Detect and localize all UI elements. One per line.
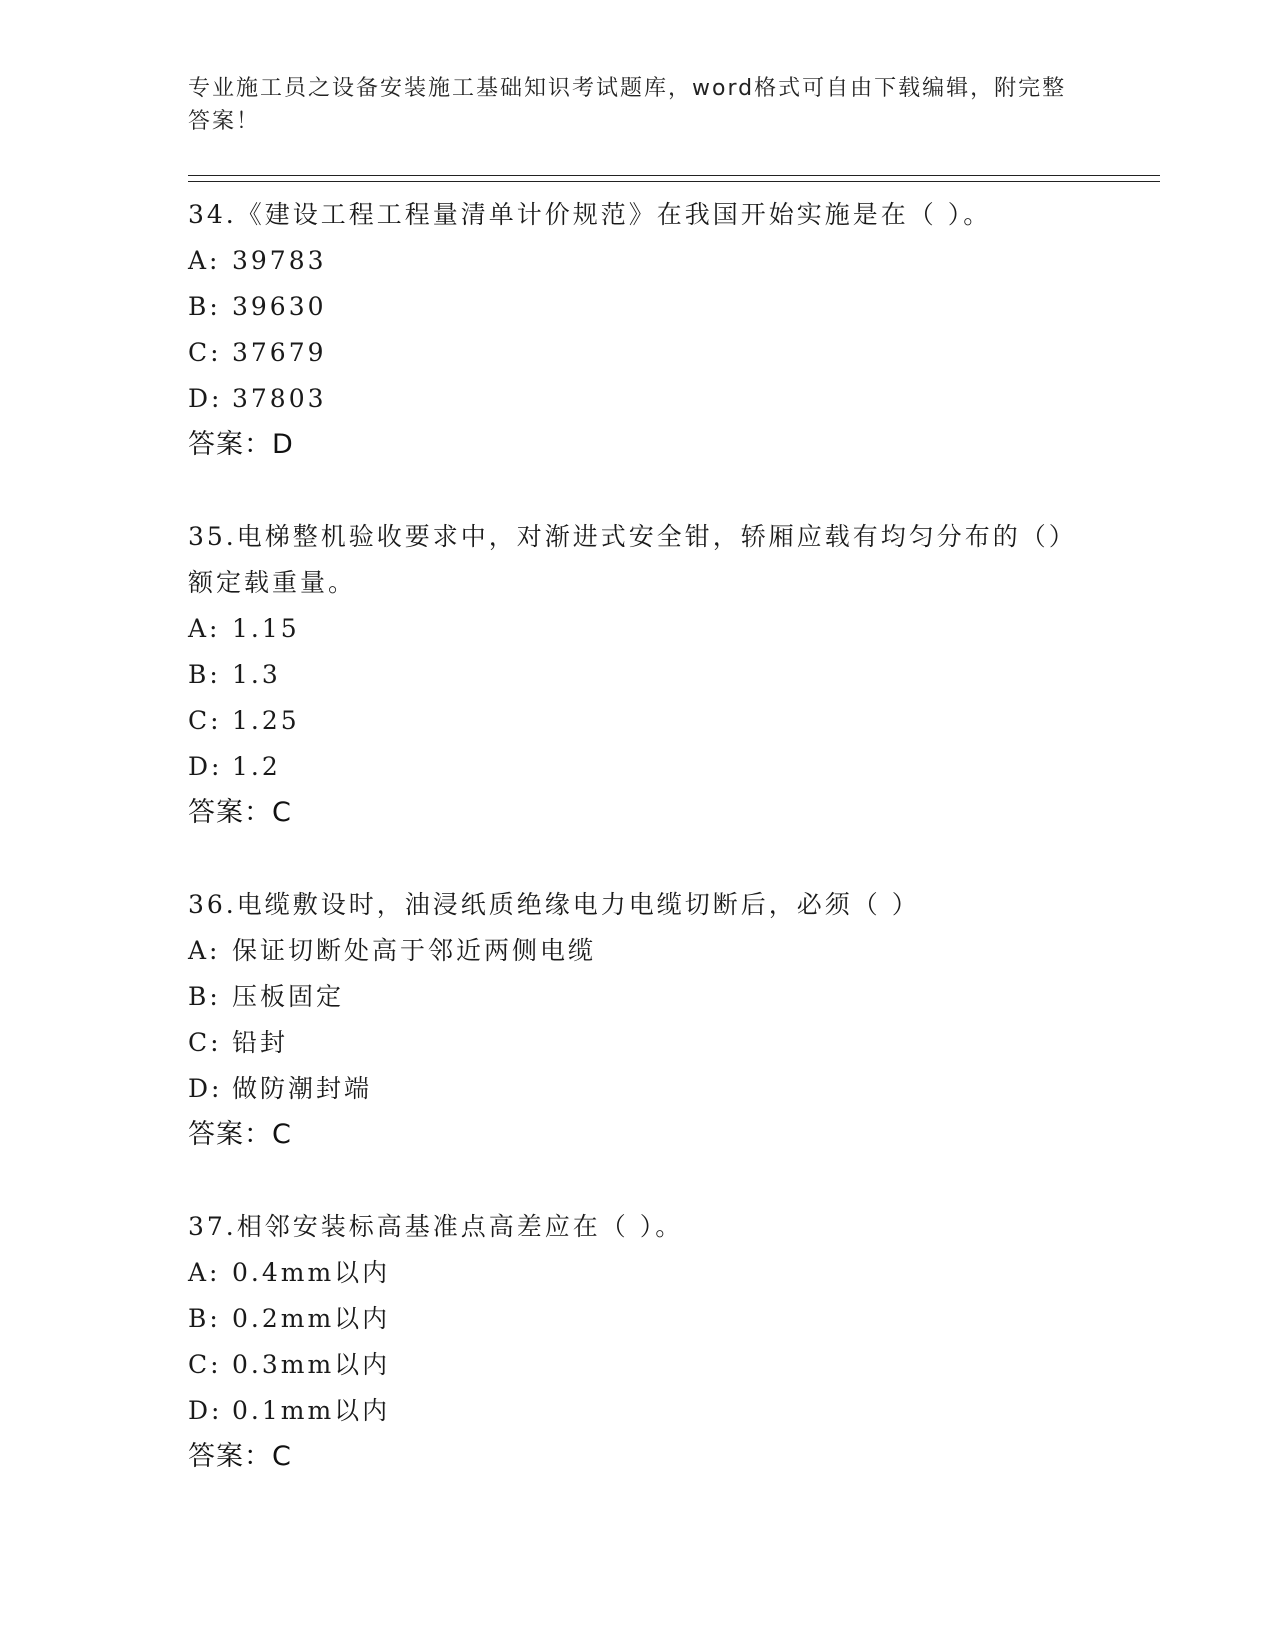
option-value: 1.3 bbox=[232, 660, 281, 689]
option-key: A: bbox=[188, 936, 221, 965]
answer-text: 答案：C bbox=[188, 1119, 292, 1150]
option-value: 1.25 bbox=[232, 706, 300, 735]
header-divider-bottom bbox=[188, 181, 1160, 182]
option-b bbox=[188, 974, 1088, 1020]
option-c bbox=[188, 1020, 1088, 1066]
option-key: B: bbox=[188, 660, 221, 689]
question-text: 37.相邻安装标高基准点高差应在（ ）。 bbox=[188, 1212, 684, 1241]
option-a bbox=[188, 238, 1088, 284]
question-list bbox=[188, 192, 1088, 1526]
option-c bbox=[188, 1342, 1088, 1388]
option-value: 保证切断处高于邻近两侧电缆 bbox=[232, 936, 597, 965]
answer-text: 答案：D bbox=[188, 429, 294, 460]
question-text: 35.电梯整机验收要求中，对渐进式安全钳，轿厢应载有均匀分布的（）额定载重量。 bbox=[188, 522, 1077, 597]
question-text: 34.《建设工程工程量清单计价规范》在我国开始实施是在（ ）。 bbox=[188, 200, 992, 229]
option-a bbox=[188, 928, 1088, 974]
question-34 bbox=[188, 192, 1088, 468]
option-b bbox=[188, 284, 1088, 330]
option-d bbox=[188, 1066, 1088, 1112]
option-a bbox=[188, 1250, 1088, 1296]
option-key: A: bbox=[188, 246, 221, 275]
option-key: D: bbox=[188, 1074, 223, 1103]
option-d bbox=[188, 376, 1088, 422]
option-key: C: bbox=[188, 338, 222, 367]
option-key: D: bbox=[188, 1396, 223, 1425]
option-key: A: bbox=[188, 1258, 221, 1287]
option-key: D: bbox=[188, 384, 223, 413]
option-key: C: bbox=[188, 1350, 222, 1379]
option-value: 压板固定 bbox=[232, 982, 345, 1011]
option-key: B: bbox=[188, 982, 221, 1011]
option-key: B: bbox=[188, 1304, 221, 1333]
option-key: B: bbox=[188, 292, 221, 321]
answer-text: 答案：C bbox=[188, 1441, 292, 1472]
option-b bbox=[188, 652, 1088, 698]
option-d bbox=[188, 1388, 1088, 1434]
question-35 bbox=[188, 514, 1088, 836]
option-key: C: bbox=[188, 1028, 222, 1057]
option-value: 37679 bbox=[232, 338, 327, 367]
document-header bbox=[188, 72, 1088, 138]
question-text: 36.电缆敷设时，油浸纸质绝缘电力电缆切断后，必须（ ） bbox=[188, 890, 920, 919]
option-a bbox=[188, 606, 1088, 652]
option-value: 1.15 bbox=[232, 614, 300, 643]
option-value: 0.3mm以内 bbox=[232, 1350, 391, 1379]
option-value: 39630 bbox=[232, 292, 327, 321]
question-37 bbox=[188, 1204, 1088, 1480]
option-c bbox=[188, 698, 1088, 744]
question-36 bbox=[188, 882, 1088, 1158]
option-key: D: bbox=[188, 752, 223, 781]
option-value: 铅封 bbox=[232, 1028, 289, 1057]
option-value: 1.2 bbox=[232, 752, 281, 781]
option-key: C: bbox=[188, 706, 222, 735]
option-value: 0.4mm以内 bbox=[232, 1258, 391, 1287]
option-key: A: bbox=[188, 614, 221, 643]
answer-text: 答案：C bbox=[188, 797, 292, 828]
option-d bbox=[188, 744, 1088, 790]
option-c bbox=[188, 330, 1088, 376]
option-value: 37803 bbox=[232, 384, 327, 413]
option-value: 0.1mm以内 bbox=[232, 1396, 391, 1425]
option-value: 做防潮封端 bbox=[232, 1074, 373, 1103]
header-divider-top bbox=[188, 175, 1160, 176]
option-value: 39783 bbox=[232, 246, 327, 275]
header-intro-text: 专业施工员之设备安装施工基础知识考试题库，word格式可自由下载编辑，附完整答案！ bbox=[188, 76, 1067, 134]
option-value: 0.2mm以内 bbox=[232, 1304, 391, 1333]
option-b bbox=[188, 1296, 1088, 1342]
